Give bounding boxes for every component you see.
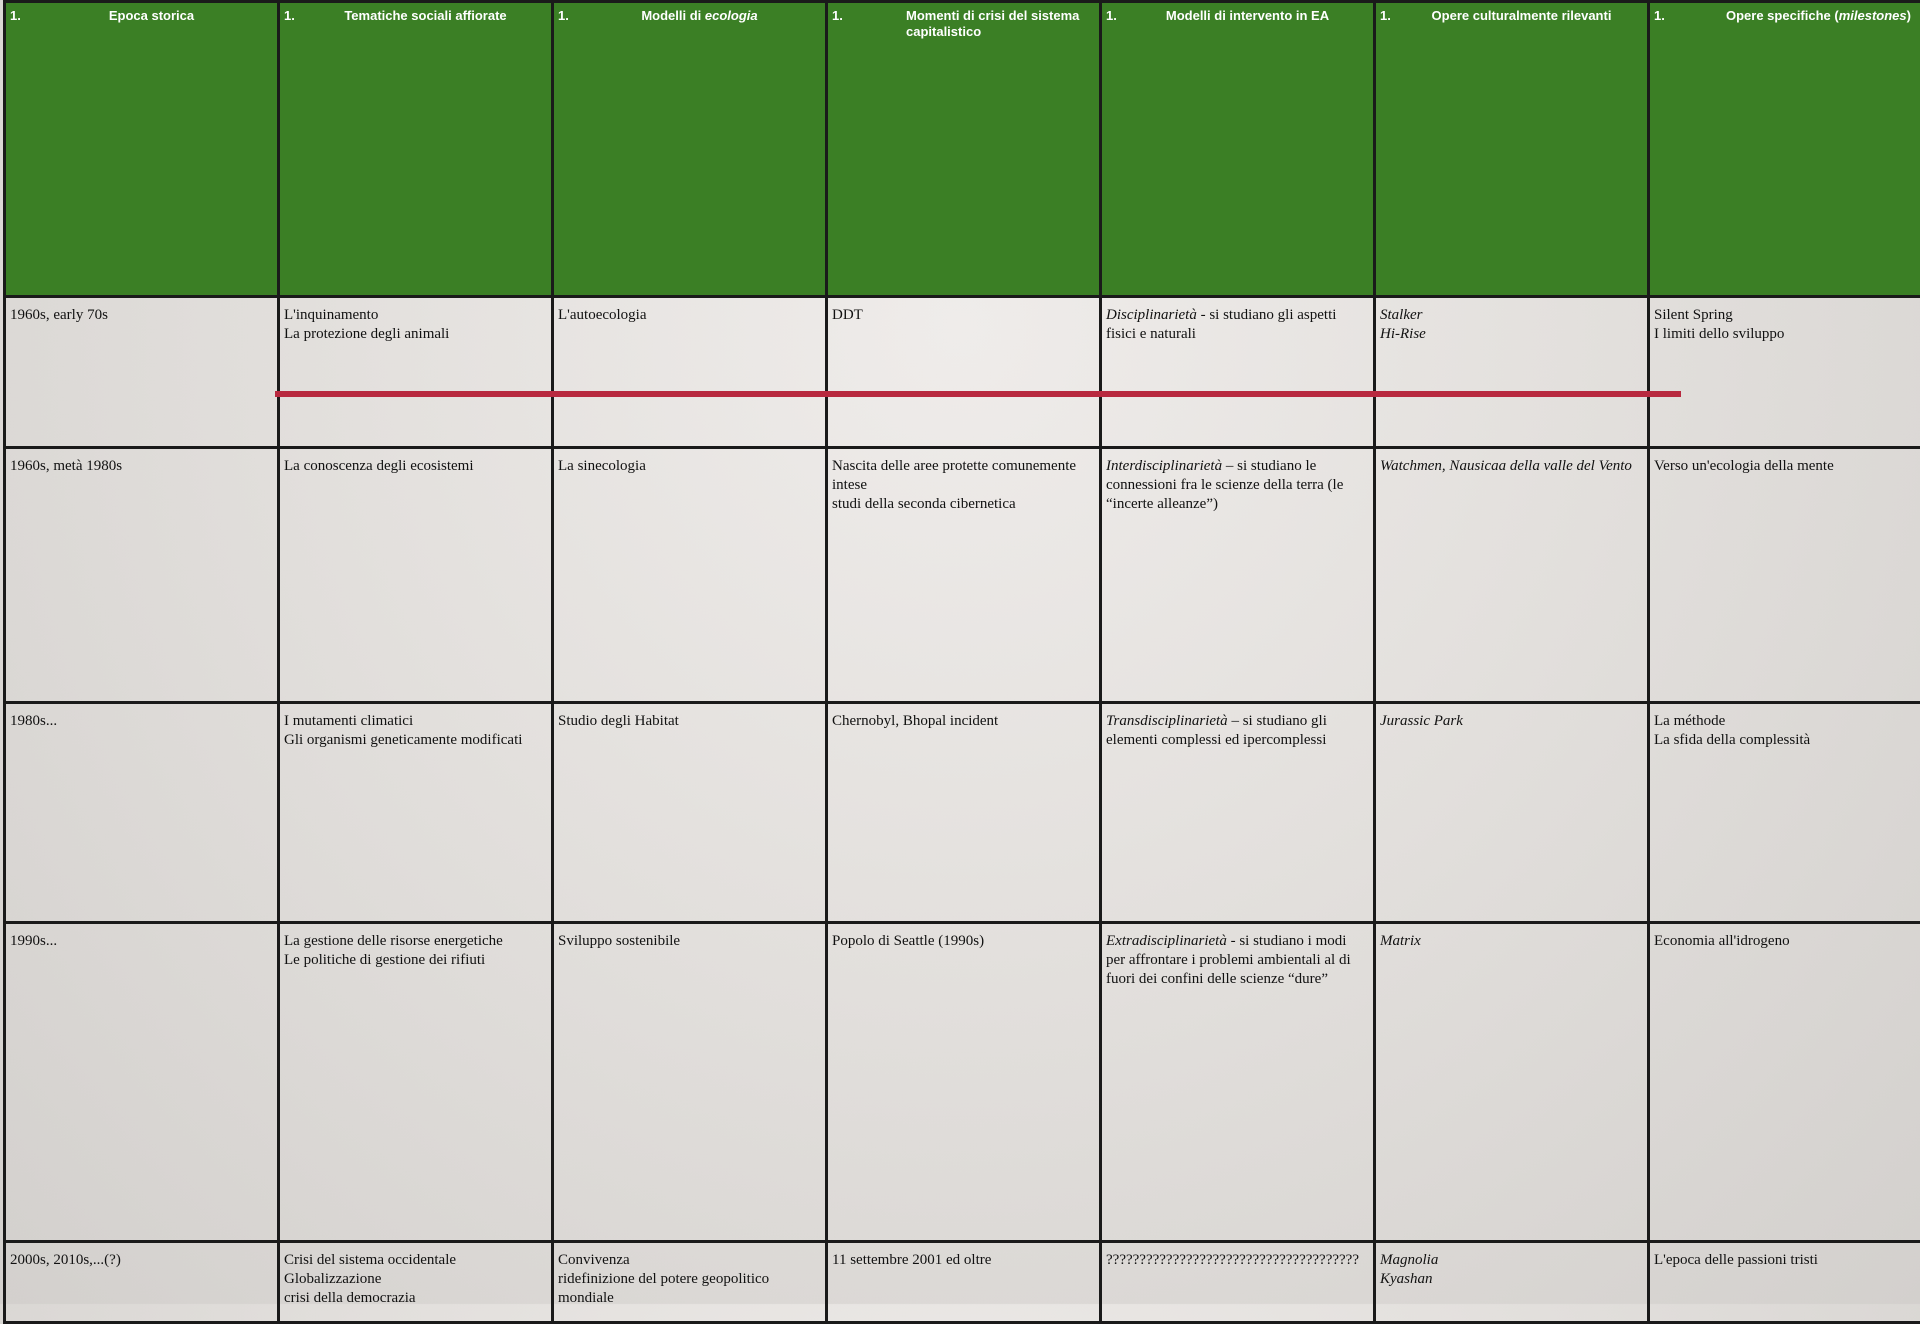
header-tematiche bbox=[279, 2, 553, 297]
cell-tematiche: La conoscenza degli ecosistemi bbox=[279, 448, 553, 703]
cell-ecologia: Sviluppo sostenibile bbox=[553, 923, 827, 1242]
header-number: 1. bbox=[1654, 8, 1665, 23]
header-number: 1. bbox=[832, 8, 843, 23]
header-title: Modelli di intervento in EA bbox=[1128, 8, 1367, 24]
cell-epoca: 1960s, metà 1980s bbox=[5, 448, 279, 703]
header-title: Tematiche sociali affiorate bbox=[306, 8, 545, 24]
cell-milestones: Silent Spring I limiti dello sviluppo bbox=[1649, 297, 1920, 448]
cell-ecologia: L'autoecologia bbox=[553, 297, 827, 448]
header-title: Opere culturalmente rilevanti bbox=[1402, 8, 1641, 24]
cell-crisi: DDT bbox=[827, 297, 1101, 448]
cell-milestones: La méthode La sfida della complessità bbox=[1649, 703, 1920, 923]
cell-epoca: 1960s, early 70s bbox=[5, 297, 279, 448]
cell-ecologia: Convivenza ridefinizione del potere geopolitico mondiale bbox=[553, 1242, 827, 1323]
header-title: Momenti di crisi del sistema capitalistico bbox=[906, 8, 1093, 40]
header-opere bbox=[1375, 2, 1649, 297]
cell-epoca: 1980s... bbox=[5, 703, 279, 923]
cell-epoca: 1990s... bbox=[5, 923, 279, 1242]
header-milestones bbox=[1649, 2, 1920, 297]
cell-tematiche: Crisi del sistema occidentale Globalizzazione crisi della democrazia bbox=[279, 1242, 553, 1323]
cell-intervento: Transdisciplinarietà – si studiano gli elementi complessi ed ipercomplessi bbox=[1101, 703, 1375, 923]
header-number: 1. bbox=[10, 8, 21, 23]
header-title: Epoca storica bbox=[32, 8, 271, 24]
header-number: 1. bbox=[1380, 8, 1391, 23]
header-number: 1. bbox=[558, 8, 569, 23]
header-title: Opere specifiche (milestones) bbox=[1726, 8, 1915, 24]
cell-epoca: 2000s, 2010s,...(?) bbox=[5, 1242, 279, 1323]
cell-opere: Stalker Hi-Rise bbox=[1375, 297, 1649, 448]
header-intervento bbox=[1101, 2, 1375, 297]
cell-milestones: Economia all'idrogeno bbox=[1649, 923, 1920, 1242]
header-ecologia bbox=[553, 2, 827, 297]
table-row bbox=[5, 703, 1920, 923]
header-title: Modelli di ecologia bbox=[580, 8, 819, 24]
cell-opere: Jurassic Park bbox=[1375, 703, 1649, 923]
cell-intervento: Interdisciplinarietà – si studiano le connessioni fra le scienze della terra (le “incerte alleanze”) bbox=[1101, 448, 1375, 703]
strike-line bbox=[275, 391, 1681, 397]
cell-ecologia: Studio degli Habitat bbox=[553, 703, 827, 923]
cell-intervento: Disciplinarietà - si studiano gli aspetti fisici e naturali bbox=[1101, 297, 1375, 448]
cell-tematiche: I mutamenti climatici Gli organismi geneticamente modificati bbox=[279, 703, 553, 923]
header-epoca bbox=[5, 2, 279, 297]
table-row bbox=[5, 297, 1920, 448]
cell-milestones: L'epoca delle passioni tristi bbox=[1649, 1242, 1920, 1323]
cell-tematiche: L'inquinamento La protezione degli animali bbox=[279, 297, 553, 448]
header-number: 1. bbox=[1106, 8, 1117, 23]
ecology-timeline-table bbox=[3, 0, 1920, 1324]
header-number: 1. bbox=[284, 8, 295, 23]
cell-tematiche: La gestione delle risorse energetiche Le politiche di gestione dei rifiuti bbox=[279, 923, 553, 1242]
header-row bbox=[5, 2, 1920, 297]
cell-crisi: Chernobyl, Bhopal incident bbox=[827, 703, 1101, 923]
cell-opere: Magnolia Kyashan bbox=[1375, 1242, 1649, 1323]
cell-intervento: Extradisciplinarietà - si studiano i modi per affrontare i problemi ambientali al di fuori dei confini delle scienze “dure” bbox=[1101, 923, 1375, 1242]
header-crisi bbox=[827, 2, 1101, 297]
table-row bbox=[5, 1242, 1920, 1323]
cell-milestones: Verso un'ecologia della mente bbox=[1649, 448, 1920, 703]
table-row bbox=[5, 923, 1920, 1242]
cell-crisi: 11 settembre 2001 ed oltre bbox=[827, 1242, 1101, 1323]
cell-opere: Matrix bbox=[1375, 923, 1649, 1242]
cell-crisi: Popolo di Seattle (1990s) bbox=[827, 923, 1101, 1242]
cell-crisi: Nascita delle aree protette comunemente intese studi della seconda cibernetica bbox=[827, 448, 1101, 703]
cell-ecologia: La sinecologia bbox=[553, 448, 827, 703]
cell-opere: Watchmen, Nausicaa della valle del Vento bbox=[1375, 448, 1649, 703]
cell-intervento: ?????????????????????????????????????? bbox=[1101, 1242, 1375, 1323]
table-row bbox=[5, 448, 1920, 703]
